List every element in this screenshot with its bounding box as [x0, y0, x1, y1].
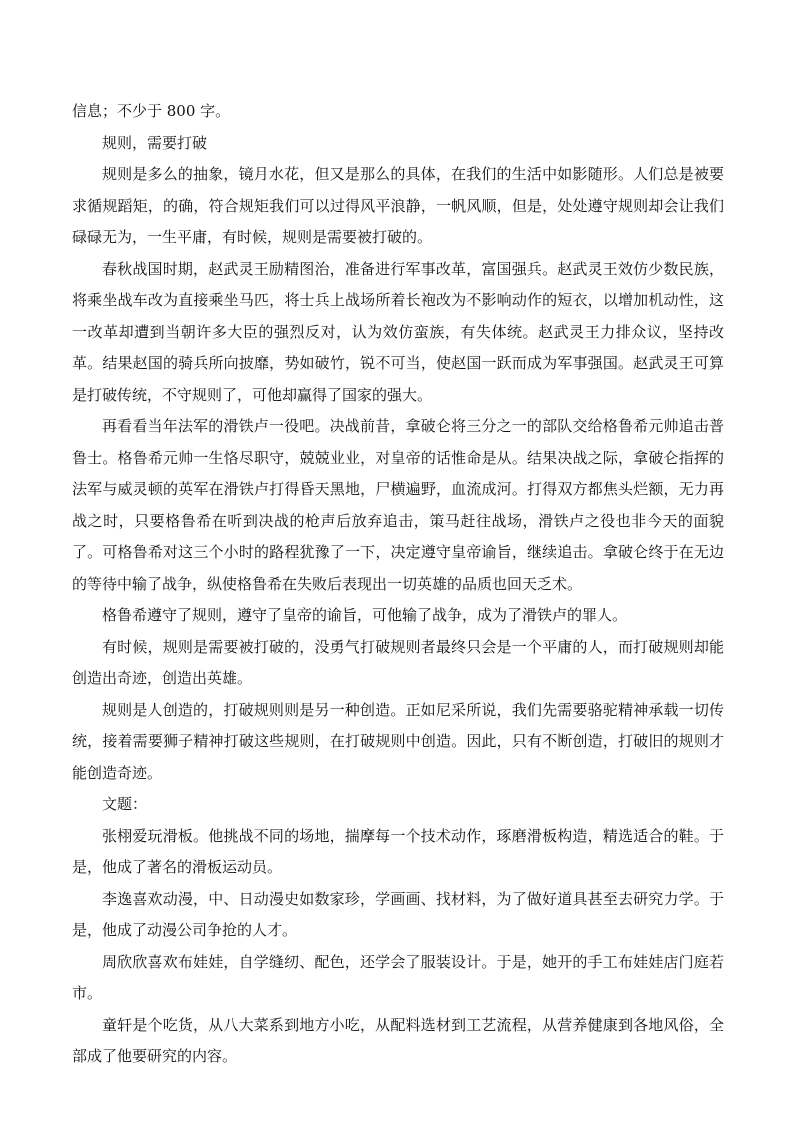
paragraph: 春秋战国时期，赵武灵王励精图治，准备进行军事改革，富国强兵。赵武灵王效仿少数民族，将乘坐战车改为直接乘坐马匹，将士兵上战场所着长袍改为不影响动作的短衣，以增加机动性，这一改革却遭到当朝许多大臣的强烈反对，认为效仿蛮族，有失体统。赵武灵王力排众议，坚持改革。结果赵国的骑兵所向披靡，势如破竹，锐不可当，使赵国一跃而成为军事强国。赵武灵王可算是打破传统，不守规则了，可他却赢得了国家的强大。	[72, 259, 724, 404]
paragraph: 格鲁希遵守了规则，遵守了皇帝的谕旨，可他输了战争，成为了滑铁卢的罪人。	[102, 606, 628, 624]
paragraph: 规则是多么的抽象，镜月水花，但又是那么的具体，在我们的生活中如影随形。人们总是被要求循规蹈矩，的确，符合规矩我们可以过得风平浪静，一帆风顺，但是，处处遵守规则却会让我们碌碌无为，一生平庸，有时候，规则是需要被打破的。	[72, 165, 724, 246]
paragraph-requirement: 信息；不少于 800 字。	[72, 102, 231, 120]
paragraph: 张栩爱玩滑板。他挑战不同的场地，揣摩每一个技术动作，琢磨滑板构造，精选适合的鞋。于是，他成了著名的滑板运动员。	[72, 826, 724, 876]
paragraph: 童轩是个吃货，从八大菜系到地方小吃，从配料选材到工艺流程，从营养健康到各地风俗，全部成了他要研究的内容。	[72, 1015, 724, 1065]
paragraph: 有时候，规则是需要被打破的，没勇气打破规则者最终只会是一个平庸的人，而打破规则却能创造出奇迹，创造出英雄。	[72, 637, 724, 687]
paragraph: 再看看当年法军的滑铁卢一役吧。决战前昔，拿破仑将三分之一的部队交给格鲁希元帅追击普鲁士。格鲁希元帅一生恪尽职守，兢兢业业，对皇帝的话惟命是从。结果决战之际，拿破仑指挥的法军与威灵顿的英军在滑铁卢打得昏天黑地，尸横遍野，血流成河。打得双方都焦头烂额，无力再战之时，只要格鲁希在听到决战的枪声后放弃追击，策马赶往战场，滑铁卢之役也非今天的面貌了。可格鲁希对这三个小时的路程犹豫了一下，决定遵守皇帝谕旨，继续追击。拿破仑终于在无边的等待中输了战争，纵使格鲁希在失败后表现出一切英雄的品质也回天乏术。	[72, 417, 724, 593]
paragraph: 周欣欣喜欢布娃娃，自学缝纫、配色，还学会了服装设计。于是，她开的手工布娃娃店门庭若市。	[72, 952, 724, 1002]
paragraph: 李逸喜欢动漫，中、日动漫史如数家珍，学画画、找材料，为了做好道具甚至去研究力学。于是，他成了动漫公司争抢的人才。	[72, 889, 724, 939]
essay-title: 规则，需要打破	[102, 133, 208, 152]
document-body	[72, 96, 724, 1073]
prompt-heading: 文题：	[102, 795, 148, 813]
paragraph: 规则是人创造的，打破规则则是另一种创造。正如尼采所说，我们先需要骆驼精神承载一切传统，接着需要狮子精神打破这些规则，在打破规则中创造。因此，只有不断创造，打破旧的规则才能创造奇迹。	[72, 700, 724, 782]
